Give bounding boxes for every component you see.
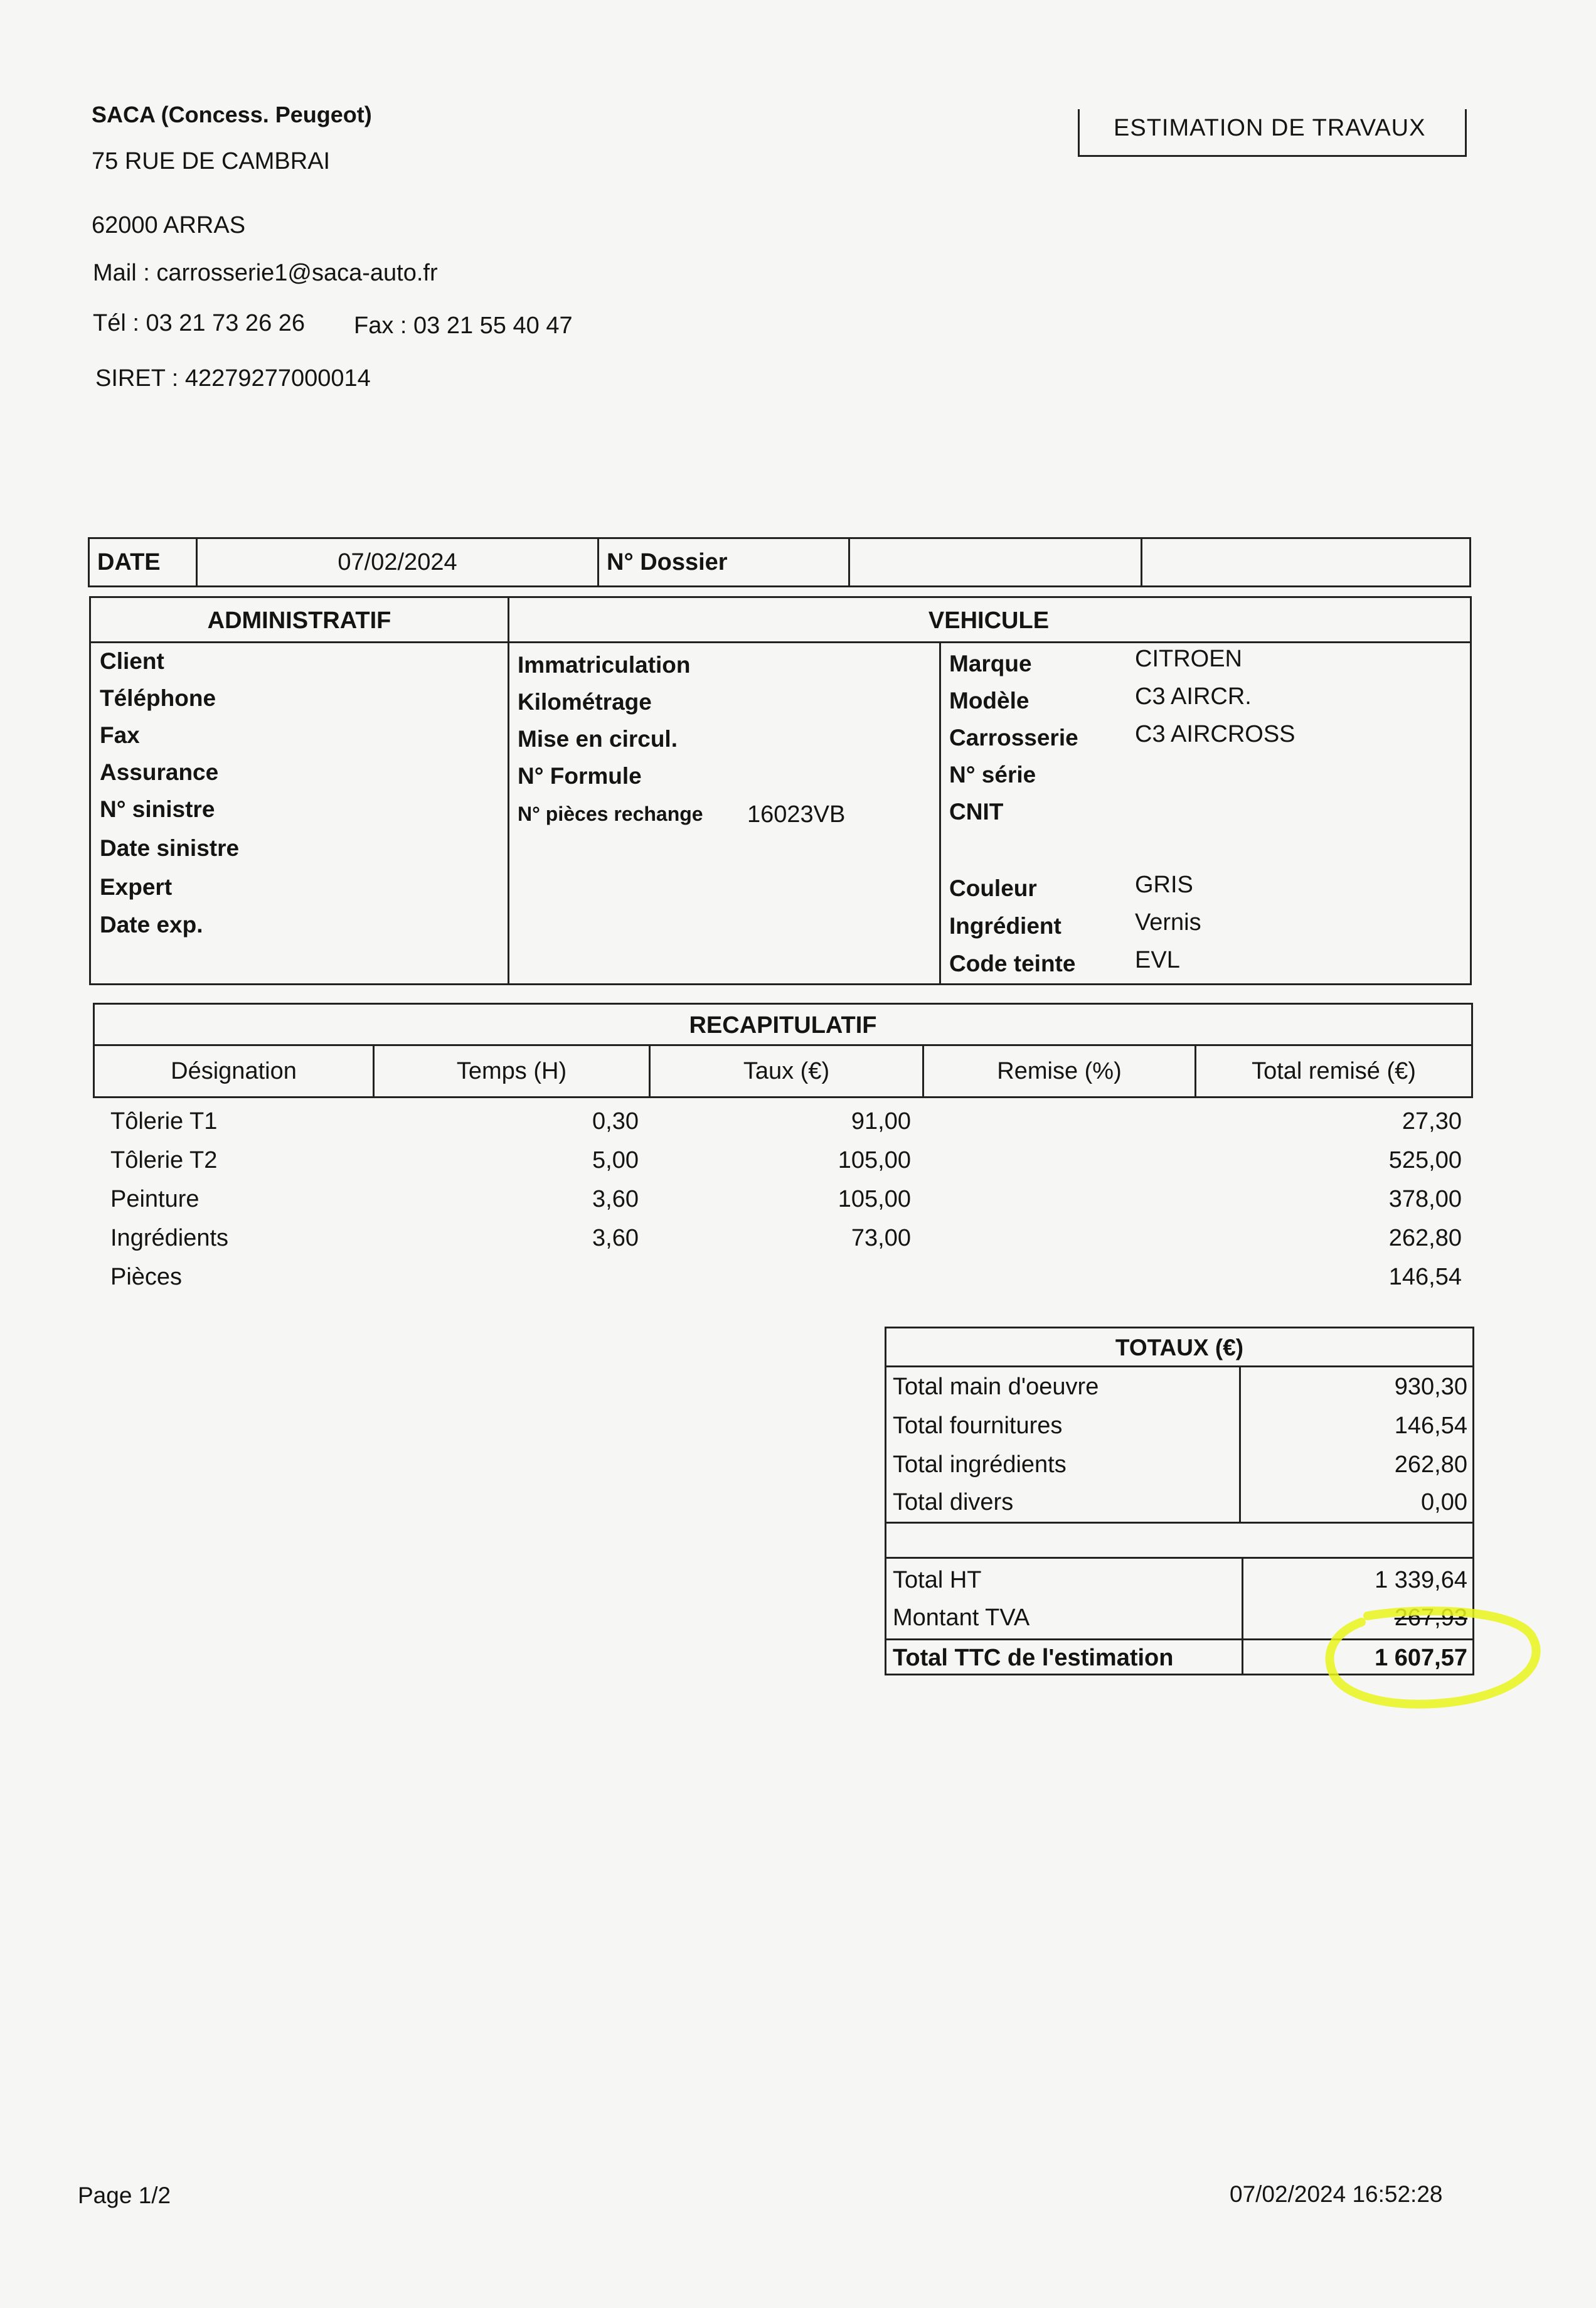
- row-temps: 5,00: [592, 1147, 639, 1173]
- col-temps: Temps (H): [375, 1046, 651, 1096]
- print-timestamp: 07/02/2024 16:52:28: [1230, 2181, 1443, 2207]
- totaux-label: Total divers: [893, 1489, 1014, 1515]
- col-taux: Taux (€): [651, 1046, 924, 1096]
- field-client: Client: [100, 648, 164, 674]
- ttc-label: Total TTC de l'estimation: [893, 1645, 1174, 1671]
- divider: [939, 643, 941, 983]
- field-cnit: CNIT: [949, 799, 1004, 825]
- tva-value: 267,93: [1394, 1605, 1467, 1631]
- document-title: [1078, 109, 1467, 157]
- total-ht-label: Total HT: [893, 1567, 982, 1593]
- table-row: [0, 1147, 1596, 1185]
- field-marque: Marque: [949, 651, 1032, 676]
- row-designation: Tôlerie T1: [110, 1108, 218, 1135]
- field-code-teinte: Code teinte: [949, 951, 1076, 976]
- vehicule-header: VEHICULE: [508, 598, 1470, 643]
- row-designation: Ingrédients: [110, 1225, 229, 1251]
- totaux-label: Total fournitures: [893, 1413, 1063, 1439]
- row-temps: 3,60: [592, 1225, 639, 1251]
- field-assurance: Assurance: [100, 759, 219, 785]
- pieces-rechange-value: 16023VB: [747, 801, 846, 828]
- field-telephone: Téléphone: [100, 685, 216, 711]
- code-teinte-value: EVL: [1135, 947, 1180, 973]
- dossier-label: N° Dossier: [599, 539, 850, 585]
- totaux-row: [886, 1445, 1472, 1484]
- carrosserie-value: C3 AIRCROSS: [1135, 721, 1295, 747]
- row-temps: 3,60: [592, 1186, 639, 1212]
- company-siret: SIRET : 42279277000014: [95, 365, 371, 392]
- field-serie: N° série: [949, 762, 1036, 788]
- ingredient-value: Vernis: [1135, 909, 1201, 936]
- field-date-exp: Date exp.: [100, 912, 203, 938]
- document-title-text: ESTIMATION DE TRAVAUX: [1114, 115, 1426, 141]
- company-name: SACA (Concess. Peugeot): [92, 102, 372, 127]
- total-ht-value: 1 339,64: [1375, 1567, 1467, 1593]
- totaux-value: 262,80: [1394, 1451, 1467, 1478]
- table-row: [0, 1225, 1596, 1263]
- row-taux: 91,00: [851, 1108, 911, 1135]
- field-date-sinistre: Date sinistre: [100, 835, 240, 861]
- admin-header: ADMINISTRATIF: [91, 598, 508, 643]
- totaux-row: [886, 1483, 1472, 1522]
- field-immatriculation: Immatriculation: [518, 652, 691, 678]
- divider: [886, 1557, 1472, 1559]
- recap-table-header: [93, 1003, 1473, 1098]
- company-fax: Fax : 03 21 55 40 47: [354, 313, 573, 339]
- field-formule: N° Formule: [518, 763, 642, 789]
- divider: [886, 1522, 1472, 1524]
- row-total: 378,00: [1388, 1186, 1462, 1212]
- totaux-value: 146,54: [1394, 1413, 1467, 1439]
- totaux-row: [886, 1406, 1472, 1445]
- row-designation: Pièces: [110, 1264, 183, 1290]
- totaux-title: TOTAUX (€): [886, 1328, 1472, 1367]
- info-block: [89, 596, 1472, 985]
- page-number: Page 1/2: [78, 2182, 171, 2208]
- totaux-label: Total main d'oeuvre: [893, 1374, 1099, 1400]
- field-sinistre: N° sinistre: [100, 796, 215, 822]
- date-row: [88, 537, 1471, 587]
- totaux-value: 930,30: [1394, 1374, 1467, 1400]
- row-total: 27,30: [1402, 1108, 1462, 1135]
- company-address: 75 RUE DE CAMBRAI: [92, 148, 331, 174]
- field-kilometrage: Kilométrage: [518, 689, 652, 715]
- field-mise-en-circul: Mise en circul.: [518, 726, 678, 752]
- date-label: DATE: [90, 539, 198, 585]
- row-taux: 105,00: [838, 1186, 911, 1212]
- totaux-label: Total ingrédients: [893, 1451, 1067, 1478]
- recap-title: RECAPITULATIF: [95, 1005, 1471, 1046]
- total-ht-row: [886, 1561, 1472, 1600]
- col-remise: Remise (%): [924, 1046, 1196, 1096]
- ttc-value: 1 607,57: [1375, 1645, 1467, 1671]
- table-row: [0, 1186, 1596, 1224]
- company-tel: Tél : 03 21 73 26 26: [93, 310, 306, 336]
- dossier-value-cell: [850, 539, 1142, 585]
- row-designation: Tôlerie T2: [110, 1147, 218, 1173]
- field-fax: Fax: [100, 722, 140, 748]
- field-modele: Modèle: [949, 688, 1029, 713]
- highlighter-circle: [1324, 1603, 1543, 1713]
- col-total-remise: Total remisé (€): [1252, 1058, 1416, 1084]
- modele-value: C3 AIRCR.: [1135, 683, 1252, 710]
- col-designation: Désignation: [95, 1046, 375, 1096]
- row-taux: 105,00: [838, 1147, 911, 1173]
- row-total: 146,54: [1388, 1264, 1462, 1290]
- table-row: [0, 1264, 1596, 1301]
- totaux-row: [886, 1367, 1472, 1406]
- company-city: 62000 ARRAS: [92, 212, 246, 238]
- divider: [508, 598, 509, 983]
- table-row: [0, 1108, 1596, 1146]
- field-pieces-rechange: N° pièces rechange: [518, 803, 703, 825]
- field-couleur: Couleur: [949, 875, 1037, 901]
- row-designation: Peinture: [110, 1186, 200, 1212]
- row-total: 525,00: [1388, 1147, 1462, 1173]
- row-temps: 0,30: [592, 1108, 639, 1135]
- row-total: 262,80: [1388, 1225, 1462, 1251]
- field-carrosserie: Carrosserie: [949, 725, 1078, 751]
- field-ingredient: Ingrédient: [949, 913, 1061, 939]
- company-mail: Mail : carrosserie1@saca-auto.fr: [93, 260, 438, 286]
- marque-value: CITROEN: [1135, 646, 1242, 672]
- tva-label: Montant TVA: [893, 1605, 1030, 1631]
- field-expert: Expert: [100, 874, 173, 900]
- couleur-value: GRIS: [1135, 872, 1193, 898]
- totaux-value: 0,00: [1421, 1489, 1467, 1515]
- date-value: 07/02/2024: [198, 539, 599, 585]
- row-taux: 73,00: [851, 1225, 911, 1251]
